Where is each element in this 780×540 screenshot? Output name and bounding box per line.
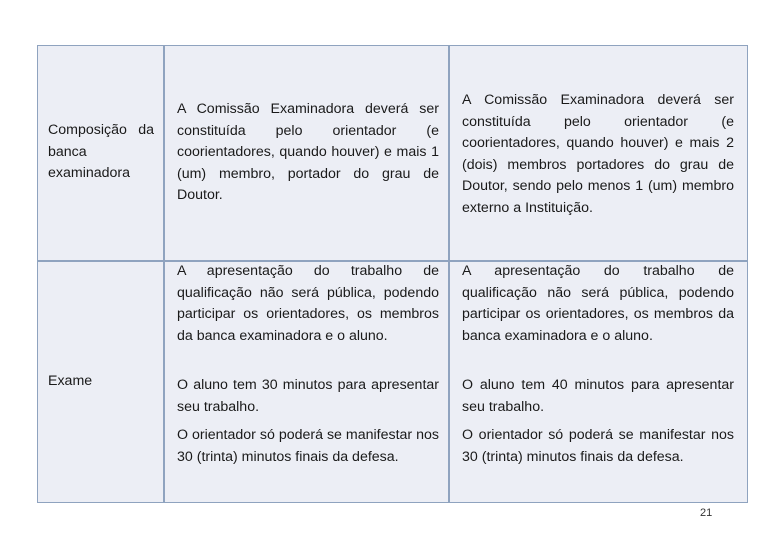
table-cell: O orientador só poderá se manifestar nos 30 (trinta) minutos finais da defesa. [462, 427, 734, 465]
page-number: 21 [700, 507, 713, 519]
table-cell: O orientador só poderá se manifestar nos 30 (trinta) minutos finais da defesa. [177, 427, 439, 465]
table-cell: A apresentação do trabalho de qualificação não será pública, podendo participar os orientadores, os membros da banca examinadora e o aluno. [177, 263, 439, 344]
table-cell: A apresentação do trabalho de qualificação não será pública, podendo participar os orientadores, os membros da banca examinadora e o aluno. [462, 263, 734, 344]
row-label-exame: Exame [48, 373, 93, 389]
comparison-table [37, 45, 748, 503]
column-divider [163, 46, 165, 502]
table-cell: A Comissão Examinadora deverá ser constituída pelo orientador (e coorientadores, quando houver) e mais 1 (um) membro, portador do grau de Doutor. [177, 101, 439, 204]
table-cell: A Comissão Examinadora deverá ser constituída pelo orientador (e coorientadores, quando houver) e mais 2 (dois) membros portadores do grau de Doutor, sendo pelo menos 1 (um) membro externo a Instituição. [462, 92, 734, 216]
row-label-composicao: Composição da banca examinadora [48, 122, 154, 182]
table-cell: O aluno tem 30 minutos para apresentar seu trabalho. [177, 377, 439, 415]
column-divider [448, 46, 450, 502]
table-cell: O aluno tem 40 minutos para apresentar seu trabalho. [462, 377, 734, 415]
